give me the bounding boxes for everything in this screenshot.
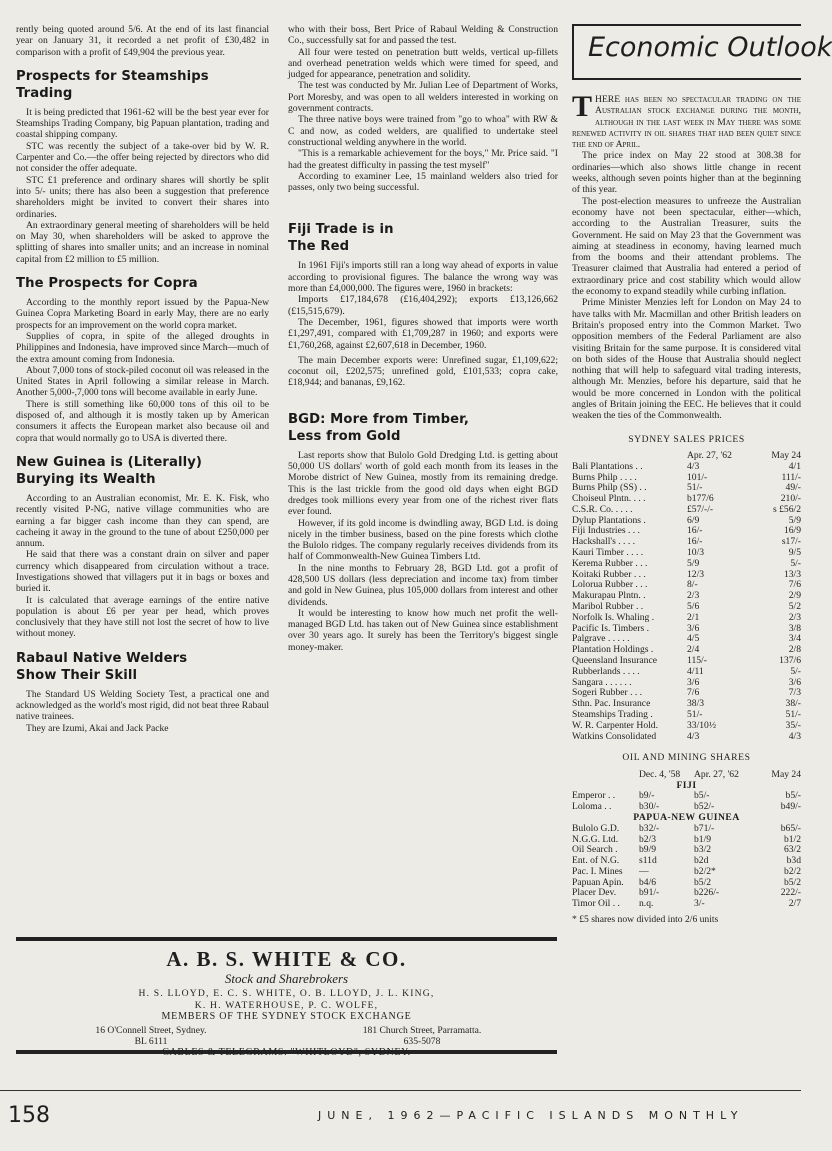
table-cell: Burns Philp . . . . <box>572 471 637 483</box>
table-cell: 4/5 <box>687 633 700 645</box>
column-header: May 24 <box>771 449 801 461</box>
paragraph: They are Izumi, Akai and Jack Packe <box>26 722 169 734</box>
table-cell: 9/5 <box>788 547 801 559</box>
paragraph: About 7,000 tons of stock-piled coconut oil was released in the United States in April following a similar release in March. Another 5,000-,7,000 tons will become available in early June. <box>16 364 269 399</box>
paragraph: An extraordinary general meeting of shareholders will be held on May 30, when shareholders will be asked to approve the splitting of shares into smaller units; and an increase in nominal capital from £2 million to £5 million. <box>16 219 269 265</box>
table-cell: Makurapau Plntn. . <box>572 590 646 602</box>
advert-addresses <box>16 1023 557 1047</box>
new-guinea-body <box>16 493 269 640</box>
table-cell: 7/3 <box>788 687 801 699</box>
table-cell: 3/6 <box>687 676 700 688</box>
table-cell: Loloma . . <box>572 801 612 813</box>
welders-continued <box>288 24 558 193</box>
table-cell: 49/- <box>785 482 801 494</box>
table-cell: Placer Dev. <box>572 887 617 899</box>
bgd-heading: BGD: More from Timber, Less from Gold <box>288 411 469 444</box>
table-cell: b32/- <box>639 822 660 834</box>
table-header <box>572 770 801 781</box>
table-cell: 7/6 <box>788 579 801 591</box>
table-cell: b2/2* <box>694 865 716 877</box>
parramatta-address <box>307 1025 537 1047</box>
group-label: FIJI <box>676 779 697 791</box>
steamships-heading: Prospects for Steamships Trading <box>16 68 209 101</box>
paragraph: who with their boss, Bert Price of Rabaul Welding & Construction Co., successfully sat for and passed the test. <box>288 24 558 47</box>
paragraph: All four were tested on penetration butt welds, vertical up-fillets and overhead penetration welds which were timed for speed, and judged for appearance, penetration and solidity. <box>288 46 558 81</box>
sydney-sales-table <box>572 451 801 743</box>
table-cell: 2/1 <box>687 611 700 623</box>
table-cell: 16/9 <box>783 525 801 537</box>
table-cell: b5/- <box>694 790 710 802</box>
table-cell: b1/2 <box>783 833 801 845</box>
advert-subtitle: Stock and Sharebrokers <box>224 971 349 986</box>
table-cell: 210/- <box>780 493 801 505</box>
table-cell: b91/- <box>639 887 660 899</box>
table-cell: 222/- <box>780 887 801 899</box>
table-cell: Sthn. Pac. Insurance <box>572 698 651 710</box>
table-cell: 2/3 <box>788 611 801 623</box>
table-cell: 51/- <box>687 482 703 494</box>
paragraph: "This is a remarkable achievement for the boys," Mr. Price said. "I had the greatest difficulty in passing the test myself" <box>288 148 558 171</box>
table-cell: b3/2 <box>694 844 712 856</box>
bgd-body <box>288 450 558 653</box>
table-cell: Pacific Is. Timbers . <box>572 622 650 634</box>
table-cell: b1/9 <box>694 833 712 845</box>
table-row <box>572 721 801 732</box>
group-label: PAPUA-NEW GUINEA <box>633 811 740 823</box>
table-row <box>572 899 801 910</box>
column-1 <box>16 24 269 734</box>
paragraph: STC was recently the subject of a take-over bid by W. R. Carpenter and Co.—the offer being rejected by directors who did not consider the offer adequate. <box>16 140 269 175</box>
table-cell: 51/- <box>687 709 703 721</box>
table-cell: Ent. of N.G. <box>572 855 620 867</box>
economic-outlook-banner <box>572 24 832 80</box>
table-cell: 4/1 <box>788 460 801 472</box>
paragraph: According to examiner Lee, 15 mainland welders also tried for passes, only two being successful. <box>288 170 558 194</box>
fiji-trade-body <box>288 260 558 388</box>
paragraph: It is calculated that average earnings of the entire native population is about £6 per year per head, which proves conclusively that they have still not lost the secret of how to live without money. <box>16 594 269 640</box>
table-cell: 6/9 <box>687 514 700 526</box>
table-cell: £57/-/- <box>687 503 714 515</box>
table-cell: Emperor . . <box>572 790 616 802</box>
column-header: May 24 <box>771 768 801 780</box>
table-cell: N.G.G. Ltd. <box>572 833 619 845</box>
paragraph: STC £1 preference and ordinary shares will shortly be split into 5/- units; there has also been a suggestion that preference shareholders might be invited to convert their shares into ordinaries. <box>16 174 269 220</box>
table-cell: — <box>639 865 649 877</box>
broker-advertisement <box>16 937 557 1058</box>
table-cell: b5/2 <box>783 876 801 888</box>
table-cell: 3/- <box>694 898 705 910</box>
running-title: JUNE, 1962—PACIFIC ISLANDS MONTHLY <box>318 1109 744 1122</box>
paragraph: According to an Australian economist, Mr. E. K. Fisk, who recently visited P-NG, native village communities who are earning a far bigger cash income than they can spend, are cacheing it away in the ground to the tune of about £250,000 per annum. <box>16 492 269 550</box>
new-guinea-heading: New Guinea is (Literally) Burying its Wealth <box>16 454 203 487</box>
paragraph: The Standard US Welding Society Test, a practical one and acknowledged as the world's most rigid, did not beat three Rabaul native trainees. <box>16 688 269 723</box>
copra-body <box>16 297 269 444</box>
column-header: Apr. 27, '62 <box>687 449 732 461</box>
table-cell: b177/6 <box>687 493 714 505</box>
table-cell: b226/- <box>694 887 720 899</box>
table-cell: Plantation Holdings . <box>572 644 654 656</box>
table-cell: 16/- <box>687 536 703 548</box>
table-cell: Burns Philp (SS) . . <box>572 482 647 494</box>
table-cell: Kerema Rubber . . . <box>572 557 648 569</box>
paragraph: In the nine months to February 28, BGD Ltd. got a profit of 428,500 US dollars (less depreciation and income tax) from timber and gold in New Guinea, plus 105,000 dollars from interest and other dividends. <box>288 562 558 608</box>
table-row <box>572 732 801 743</box>
paragraph: The main December exports were: Unrefined sugar, £1,109,622; coconut oil, £202,575; unrefined gold, £101,533; copra cake, £18,944; and bananas, £9,162. <box>288 354 558 389</box>
table-cell: 137/6 <box>779 655 801 667</box>
table-cell: Palgrave . . . . . <box>572 633 630 645</box>
column-3 <box>572 24 832 926</box>
oil-mining-table <box>572 770 801 910</box>
table-cell: 33/10½ <box>687 719 717 731</box>
table-cell: 4/3 <box>687 460 700 472</box>
copra-heading: The Prospects for Copra <box>16 276 198 292</box>
address-line: 181 Church Street, Parramatta. <box>362 1025 482 1036</box>
advert-members: MEMBERS OF THE SYDNEY STOCK EXCHANGE <box>161 1011 412 1022</box>
table-cell: b5/- <box>785 790 801 802</box>
economic-outlook-lead <box>572 90 801 151</box>
paragraph: Last reports show that Bulolo Gold Dredging Ltd. is getting about 50,000 US dollars' worth of gold each month from its leases in the Morobe district of New Guinea, mostly from its remaining dredge. This is the last trickle from the good old days when eight BGD dredges took millions every year from one of the richest river flats ever found. <box>288 449 558 518</box>
page-number: 158 <box>8 1103 50 1128</box>
table-cell: 5/2 <box>788 601 801 613</box>
table-cell: 2/8 <box>788 644 801 656</box>
sydney-sales-title: SYDNEY SALES PRICES <box>628 433 745 445</box>
fiji-trade-heading: Fiji Trade is in The Red <box>288 222 394 255</box>
table-cell: 111/- <box>781 471 801 483</box>
table-cell: b4/6 <box>639 876 657 888</box>
table-cell: 10/3 <box>687 547 705 559</box>
table-cell: b3d <box>786 855 801 867</box>
table-cell: b9/- <box>639 790 655 802</box>
paragraph: In 1961 Fiji's imports still ran a long way ahead of exports in value according to provisional figures. The balance the wrong way was more than £4,000,000. The figures were, 1960 in brackets: <box>288 260 558 295</box>
table-cell: Timor Oil . . <box>572 898 620 910</box>
paragraph: The price index on May 22 stood at 308.38 for ordinaries—which also shows little change in recent weeks, although seven points higher than at the beginning of this year. <box>572 150 801 196</box>
table-cell: b2d <box>694 855 709 867</box>
table-cell: b5/2 <box>694 876 712 888</box>
table-cell: Bali Plantations . . <box>572 460 643 472</box>
paragraph: Imports £17,184,678 (£16,404,292); exports £13,126,662 (£15,515,679). <box>288 294 558 317</box>
table-cell: Sangara . . . . . . <box>572 676 632 688</box>
rabaul-welders-heading: Rabaul Native Welders Show Their Skill <box>16 650 188 683</box>
table-cell: 2/4 <box>687 644 700 656</box>
table-cell: W. R. Carpenter Hold. <box>572 719 658 731</box>
table-cell: 2/9 <box>788 590 801 602</box>
table-cell: b71/- <box>694 822 715 834</box>
shares-footnote: * £5 shares now divided into 2/6 units <box>572 914 719 926</box>
table-cell: 2/3 <box>687 590 700 602</box>
table-cell: 38/3 <box>687 698 705 710</box>
paragraph: There is still something like 60,000 tons of this oil to be disposed of, and although it is mostly taken up by American consumers it affects the European market also because oil and copra that would normally go to USA is diverted there. <box>16 398 269 444</box>
table-cell: Watkins Consolidated <box>572 730 657 742</box>
table-cell: Papuan Apin. <box>572 876 624 888</box>
table-cell: Maribol Rubber . . <box>572 601 644 613</box>
paragraph: According to the monthly report issued by the Papua-New Guinea Copra Marketing Board in early May, there are no early prospects for an improvement on the world copra market. <box>16 297 269 331</box>
advert-company-name: A. B. S. WHITE & CO. <box>166 947 407 971</box>
table-cell: Pac. I. Mines <box>572 865 623 877</box>
table-cell: s £56/2 <box>773 503 801 515</box>
lead-text: HERE has been no spectacular trading on the Australian stock exchange during the month, although in the last week in May there was some renewed activity in oil shares that had been quiet since the end of April. <box>572 94 801 151</box>
paragraph: The three native boys were trained from "go to whoa" with RW & C and now, as coded welders, are qualified to undertake steel constructional welding anywhere in the world. <box>288 114 558 148</box>
table-cell: 12/3 <box>687 568 705 580</box>
advert-cables: CABLES & TELEGRAMS: "WHITLOYD", SYDNEY. <box>162 1047 411 1058</box>
paragraph: It would be interesting to know how much net profit the well-managed BGD Ltd. has taken out of New Guinea since establishment over 30 years ago. It surely has been the Territory's biggest single money-maker. <box>288 607 558 653</box>
table-cell: b2/2 <box>783 865 801 877</box>
table-cell: 101/- <box>687 471 708 483</box>
table-cell: 13/3 <box>783 568 801 580</box>
table-cell: b52/- <box>694 801 715 813</box>
table-cell: 8/- <box>687 579 698 591</box>
table-cell: 3/4 <box>788 633 801 645</box>
table-cell: 5/6 <box>687 601 700 613</box>
table-cell: Sogeri Rubber . . . <box>572 687 643 699</box>
table-cell: 2/7 <box>788 898 801 910</box>
table-cell: n.q. <box>639 898 654 910</box>
steamships-body <box>16 107 269 265</box>
paragraph: Supplies of copra, in spite of the alleged droughts in Philippines and Indonesia, have improved since March—much of the extra amount coming from Indonesia. <box>16 330 269 365</box>
table-cell: 5/9 <box>788 514 801 526</box>
advert-partners <box>16 988 557 1011</box>
address-line: 16 O'Connell Street, Sydney. <box>95 1025 207 1036</box>
column-2 <box>288 24 558 653</box>
table-cell: 5/- <box>790 665 801 677</box>
paragraph: However, if its gold income is dwindling away, BGD Ltd. is doing nicely in the timber business, based on the pine forests which clothe the Bulolo ridges. The company regularly receives dividends from its half of Commonwealth-New Guinea Timbers Ltd. <box>288 517 558 563</box>
intro-paragraph: rently being quoted around 5/6. At the end of its last financial year on January 31, it recorded a net profit of £30,482 in comparison with a profit of £49,904 the previous year. <box>16 24 269 58</box>
table-cell: 5/- <box>790 557 801 569</box>
table-cell: b49/- <box>780 801 801 813</box>
table-cell: Koitaki Rubber . . . <box>572 568 646 580</box>
table-cell: Rubberlands . . . . <box>572 665 640 677</box>
table-cell: Queensland Insurance <box>572 655 657 667</box>
table-cell: Norfolk Is. Whaling . <box>572 611 655 623</box>
paragraph: It is being predicted that 1961-62 will be the best year ever for Steamships Trading Company, big Papuan plantation, trading and coastal shipping company. <box>16 106 269 141</box>
column-header: Apr. 27, '62 <box>694 768 739 780</box>
table-cell: 4/11 <box>687 665 704 677</box>
table-cell: b65/- <box>780 822 801 834</box>
table-cell: s17/- <box>781 536 801 548</box>
table-cell: 38/- <box>785 698 801 710</box>
table-cell: 115/- <box>687 655 707 667</box>
table-cell: b2/3 <box>639 833 657 845</box>
table-cell: Choiseul Plntn. . . . <box>572 493 646 505</box>
phone-line: BL 6111 <box>134 1036 168 1047</box>
rabaul-welders-body <box>16 689 269 734</box>
table-cell: 3/6 <box>788 676 801 688</box>
table-cell: s11d <box>639 855 657 867</box>
table-cell: 16/- <box>687 525 703 537</box>
table-cell: 3/6 <box>687 622 700 634</box>
table-cell: 7/6 <box>687 687 700 699</box>
page-footer <box>0 1090 801 1130</box>
table-cell: Fiji Industries . . . <box>572 525 640 537</box>
table-cell: b9/9 <box>639 844 657 856</box>
table-cell: 5/9 <box>687 557 700 569</box>
column-header: Dec. 4, '58 <box>639 768 681 780</box>
table-cell: 63/2 <box>783 844 801 856</box>
economic-outlook-title: Economic Outlook <box>588 32 832 63</box>
partners-line: K. H. WATERHOUSE, P. C. WOLFE, <box>194 999 379 1011</box>
table-cell: Oil Search . <box>572 844 618 856</box>
table-cell: Hackshall's . . . . <box>572 536 636 548</box>
table-cell: 4/3 <box>687 730 700 742</box>
table-cell: 35/- <box>785 719 801 731</box>
paragraph: The test was conducted by Mr. Julian Lee of Department of Works, Port Moresby, and was open to all welders interested in working on government contracts. <box>288 80 558 115</box>
table-cell: 4/3 <box>788 730 801 742</box>
table-cell: 3/8 <box>788 622 801 634</box>
oil-mining-title: OIL AND MINING SHARES <box>622 752 751 764</box>
sydney-address <box>36 1025 266 1047</box>
table-cell: Steamships Trading . <box>572 709 653 721</box>
paragraph: The post-election measures to unfreeze the Australian economy have not been spectacular, either—which, according to the Australian Treasurer, suits the Government. He said on May 23 that the Government was aiming at steadiness in economy, having learned much from the booms and their attendant problems. The Treasurer claimed that Australia had entered a period of extraordinary price and cost stability which would allow the economy to expand steadily while curbing inflation. <box>572 195 801 298</box>
table-cell: 51/- <box>785 709 801 721</box>
paragraph: He said that there was a constant drain on silver and paper currency which disappeared from circulation without a trace. Investigations showed that villagers put it in bags or boxes and buried it. <box>16 549 269 595</box>
table-cell: Lolorua Rubber . . . <box>572 579 648 591</box>
table-row <box>572 462 801 473</box>
drop-cap: T <box>572 90 593 123</box>
table-row <box>572 824 801 835</box>
paragraph: The December, 1961, figures showed that imports were worth £1,297,491, compared with £1,709,287 in 1960; and exports were £1,760,268, against £2,607,618 in December, 1960. <box>288 316 558 351</box>
table-cell: Dylup Plantations . <box>572 514 646 526</box>
table-cell: Bulolo G.D. <box>572 822 620 834</box>
paragraph: Prime Minister Menzies left for London on May 24 to have talks with Mr. Macmillan and other British leaders on Britain's proposed entry into the Common Market. Two opposition members of the Federal Parliament are also visiting Britain for the same purpose. It is considered vital on both sides of the House that Australia should neglect nothing that will help to safeguard vital trading interests, although Mr. Menzies, before his departure, said that he would be more concerned in London with the political angles of Britain joining the EEC. He believes that it could weaken the ties of the Commonwealth. <box>572 297 801 422</box>
partners-line: H. S. LLOYD, E. C. S. WHITE, O. B. LLOYD, J. L. KING, <box>138 988 435 999</box>
phone-line: 635-5078 <box>403 1036 441 1047</box>
table-cell: Kauri Timber . . . . <box>572 547 644 559</box>
table-cell: C.S.R. Co. . . . . <box>572 503 633 515</box>
table-cell: b30/- <box>639 801 660 813</box>
